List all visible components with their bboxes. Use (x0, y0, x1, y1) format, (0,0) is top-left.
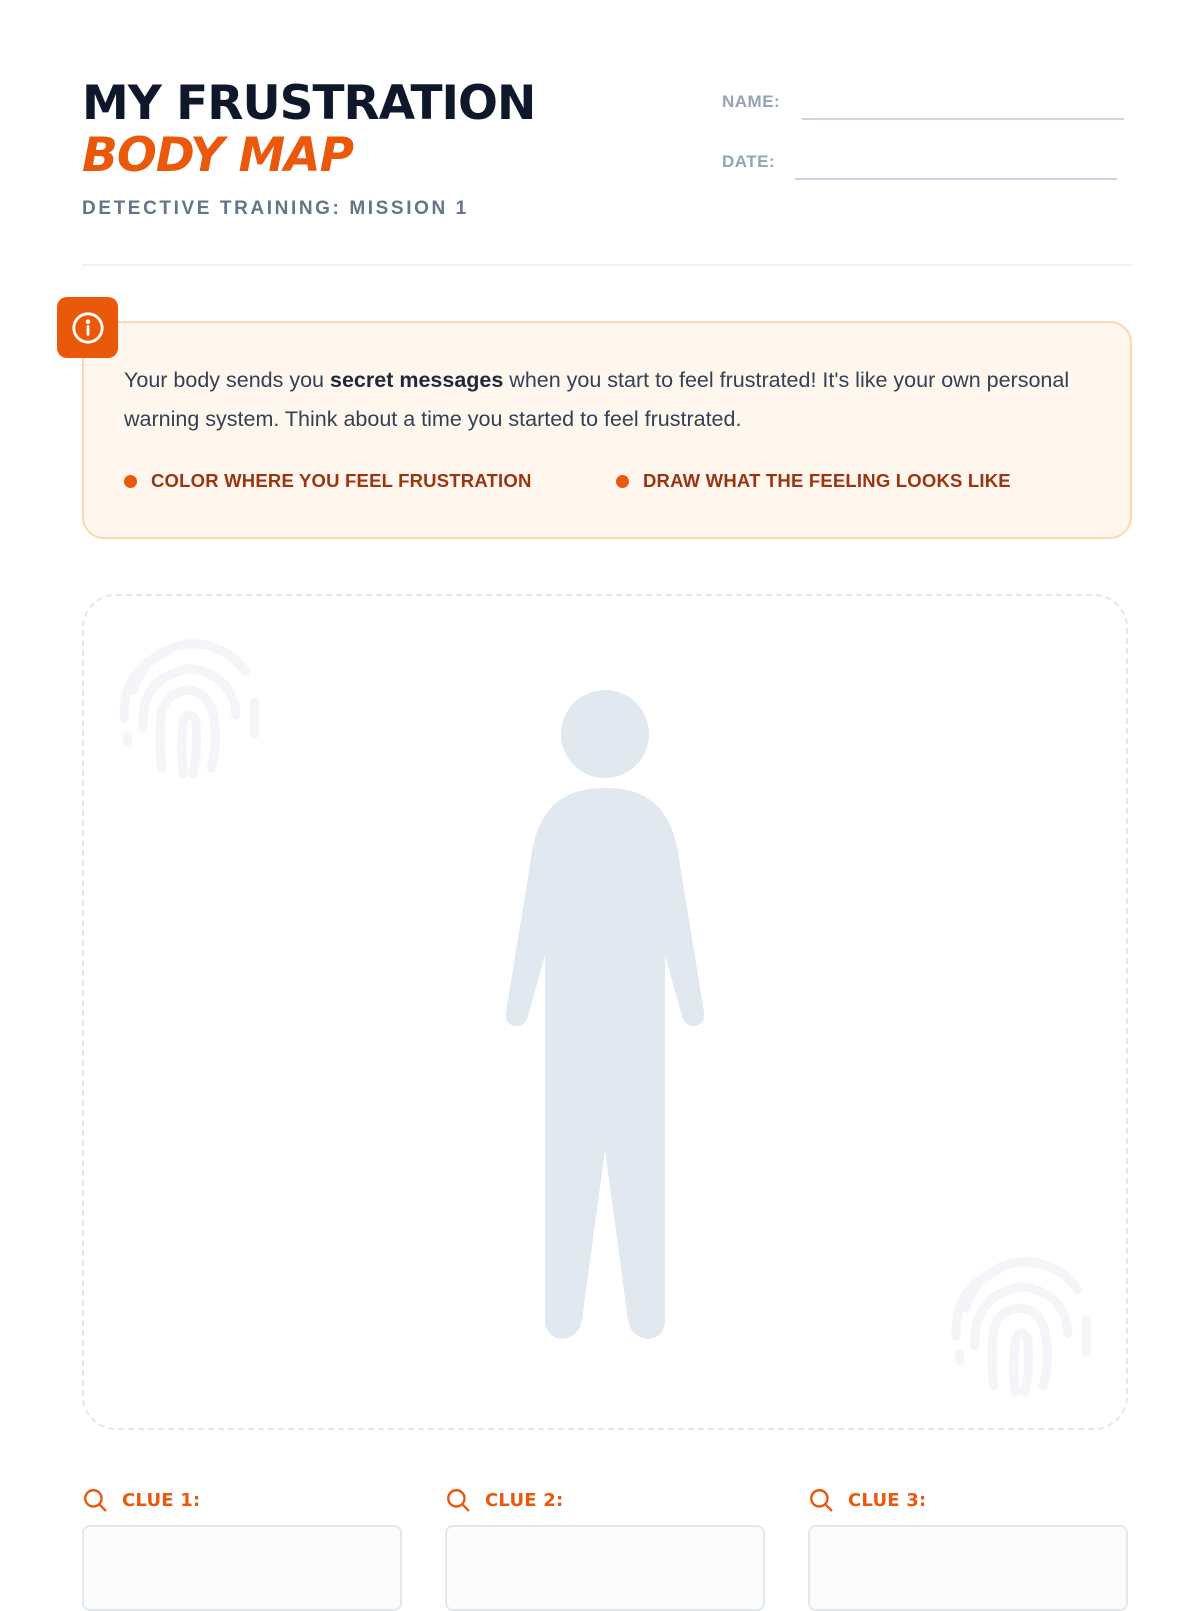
info-icon (71, 311, 105, 345)
title-line-1: MY FRUSTRATION (82, 76, 536, 131)
clue-1-field[interactable] (82, 1525, 402, 1611)
instruction-bullet-color (124, 470, 532, 492)
clue-label: CLUE 1: (122, 1489, 201, 1511)
instruction-bullet-draw (616, 470, 1011, 492)
body-outline (500, 690, 710, 1350)
bullet-dot (124, 475, 137, 488)
date-field[interactable] (795, 178, 1117, 180)
fingerprint-icon (112, 625, 267, 780)
clue-3 (808, 1485, 926, 1515)
instructions-text-end: when you start to feel frustrated! It's like your own personal warning system. Think about a time you started to feel frustrated. (124, 368, 1070, 431)
magnifier-icon (82, 1487, 108, 1513)
name-label: NAME: (722, 92, 781, 111)
body-head (561, 690, 649, 778)
body-torso-legs (506, 788, 705, 1339)
magnifier-icon (445, 1487, 471, 1513)
fingerprint-icon (944, 1243, 1099, 1398)
magnifier-icon (808, 1487, 834, 1513)
bullet-label: DRAW WHAT THE FEELING LOOKS LIKE (643, 470, 1011, 491)
clue-2 (445, 1485, 563, 1515)
bullet-dot (616, 475, 629, 488)
info-badge (57, 297, 118, 358)
clue-2-field[interactable] (445, 1525, 765, 1611)
page-title (82, 78, 535, 182)
instructions-text-bold: secret messages (330, 368, 504, 392)
clue-1 (82, 1485, 200, 1515)
name-field[interactable] (802, 118, 1124, 120)
instructions-text (124, 361, 1084, 439)
clue-3-field[interactable] (808, 1525, 1128, 1611)
clue-label: CLUE 3: (848, 1489, 927, 1511)
header-divider (82, 264, 1132, 266)
bullet-label: COLOR WHERE YOU FEEL FRUSTRATION (151, 470, 532, 491)
title-line-2: BODY MAP (82, 128, 354, 183)
clue-label: CLUE 2: (485, 1489, 564, 1511)
date-label: DATE: (722, 152, 776, 171)
subtitle: DETECTIVE TRAINING: MISSION 1 (82, 198, 469, 219)
instructions-text-start: Your body sends you (124, 368, 330, 392)
